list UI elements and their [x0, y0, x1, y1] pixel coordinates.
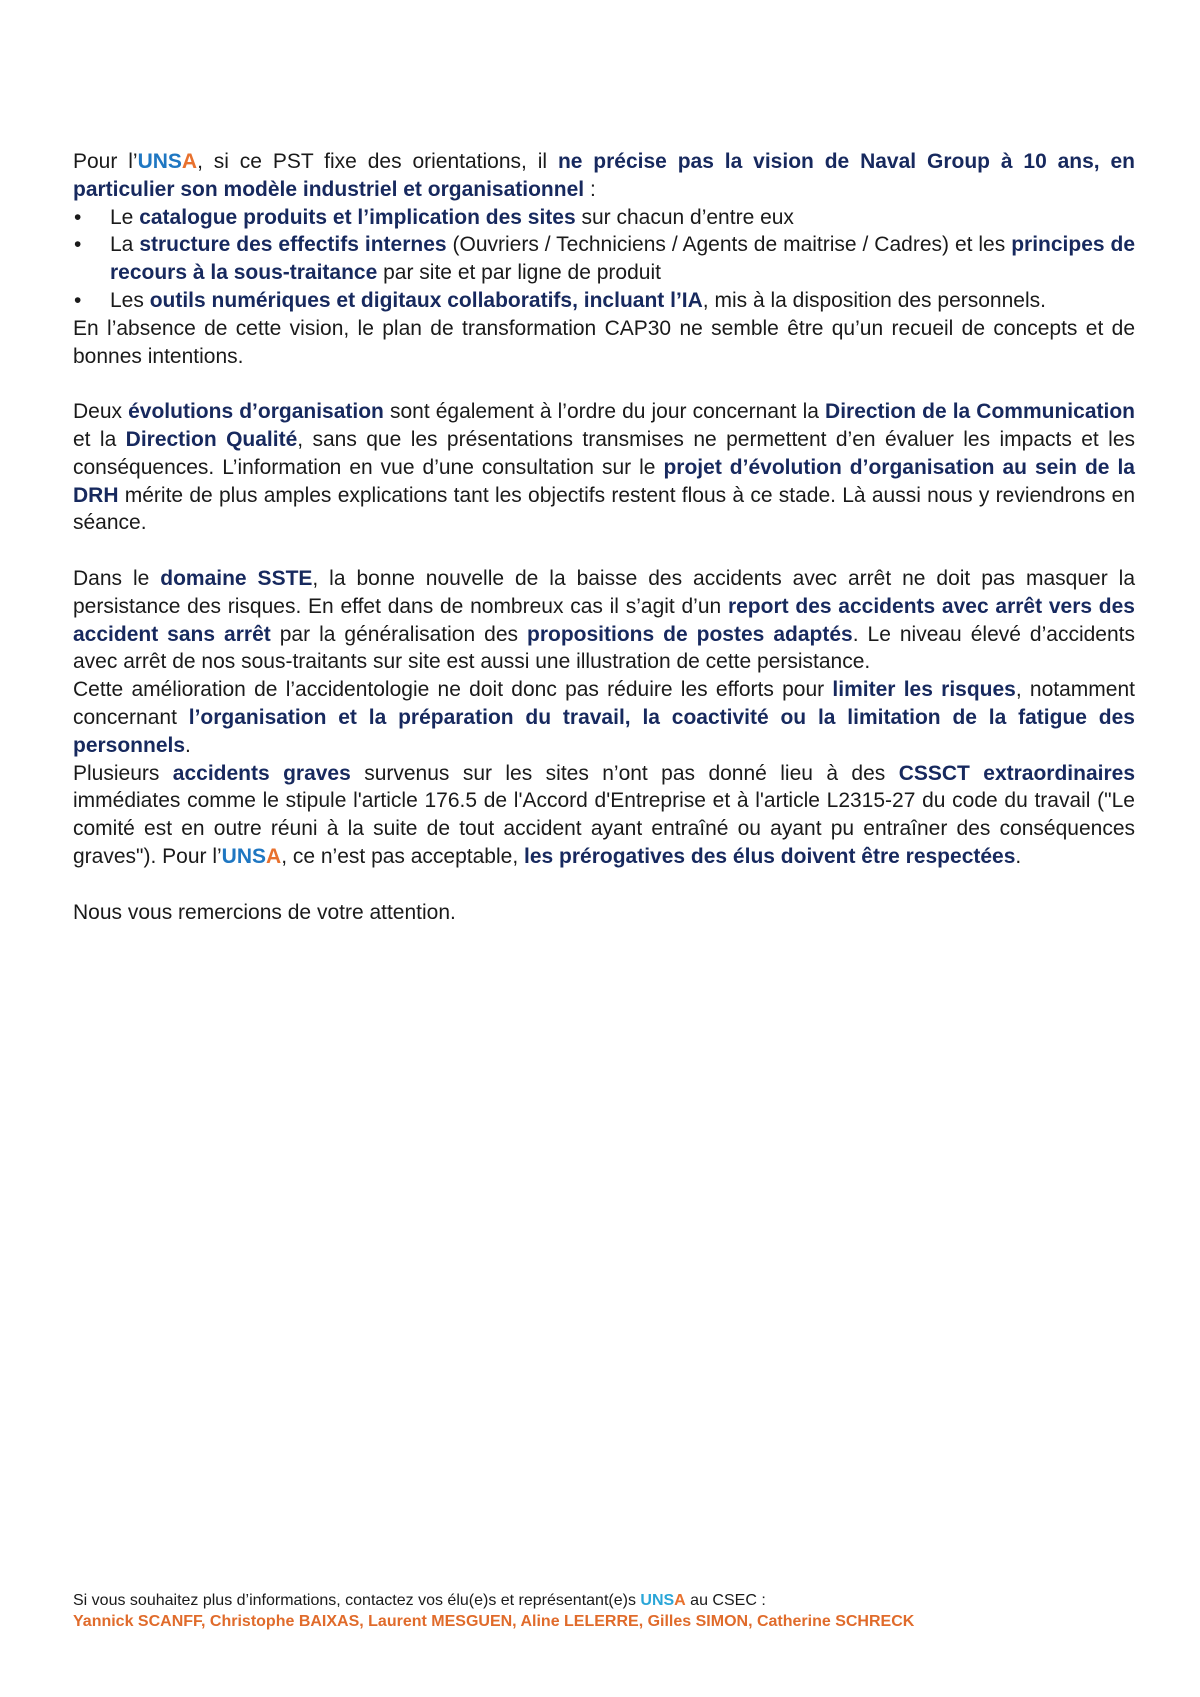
document-body	[73, 148, 1135, 926]
bullet-icon: •	[74, 233, 82, 257]
emphasis: principes de recours à la sous-traitance	[110, 233, 1135, 285]
graves-paragraph	[73, 760, 1135, 871]
emphasis: domaine SSTE	[160, 566, 313, 590]
unsa-logo-text: UNS	[221, 844, 267, 868]
emphasis: report des accidents avec arrêt vers des accident sans arrêt	[73, 594, 1135, 646]
emphasis: structure des effectifs internes	[139, 233, 447, 257]
text: Cette amélioration de l’accidentologie ne doit donc pas réduire les efforts pour	[73, 678, 833, 702]
emphasis: Direction de la Communication	[825, 400, 1135, 424]
emphasis: CSSCT extraordinaires	[898, 761, 1136, 785]
emphasis: catalogue produits et l’implication des sites	[139, 205, 576, 229]
text: (Ouvriers / Techniciens / Agents de maitrise / Cadres) et les	[446, 233, 1012, 257]
unsa-logo-text-a: A	[674, 1592, 686, 1609]
closing-line: Nous vous remercions de votre attention.	[73, 900, 456, 924]
text: survenus sur les sites n’ont pas donné lieu à des	[350, 761, 899, 785]
text: . Le niveau élevé d’accidents avec arrêt de nos sous-traitants sur site est aussi une illustration de cette persistance.	[73, 622, 1135, 674]
text: :	[584, 177, 596, 201]
organisation-paragraph	[73, 398, 1135, 537]
text: , notamment concernant	[73, 678, 1135, 729]
footer-contact-line	[73, 1590, 1135, 1611]
unsa-logo-text-a: A	[266, 844, 282, 868]
emphasis: l’organisation et la préparation du travail, la coactivité ou la limitation de la fatigue des personnels	[73, 705, 1135, 757]
text: sur chacun d’entre eux	[575, 205, 794, 229]
text: Si vous souhaitez plus d’informations, contactez vos élu(e)s et représentant(e)s	[73, 1592, 641, 1609]
emphasis: Direction Qualité	[125, 427, 298, 451]
text: Deux	[73, 400, 129, 424]
text: , sans que les présentations transmises ne permettent d’en évaluer les impacts et les conséquences. L’information en vue d’une consultation sur le	[73, 427, 1135, 479]
text: mérite de plus amples explications tant les objectifs restent flous à ce stade. Là aussi nous y reviendrons en séance.	[73, 483, 1135, 535]
text: sont également à l’ordre du jour concernant la	[383, 400, 826, 424]
text: par la généralisation des	[270, 622, 527, 646]
emphasis: limiter les risques	[832, 678, 1016, 702]
text: Plusieurs	[73, 761, 173, 785]
text: par site et par ligne de produit	[377, 261, 661, 285]
amelioration-paragraph	[73, 676, 1135, 759]
bullet-icon: •	[74, 288, 82, 312]
list-item	[73, 231, 1135, 287]
list-item	[73, 204, 1135, 232]
text: La	[110, 233, 140, 257]
unsa-logo-text: UNS	[137, 150, 182, 173]
bullet-list	[73, 204, 1135, 315]
text: .	[185, 733, 191, 757]
intro-paragraph	[73, 148, 1135, 204]
unsa-logo-text-a: A	[181, 150, 198, 173]
text: Pour l’	[73, 150, 138, 173]
sste-paragraph	[73, 565, 1135, 676]
text: , ce n’est pas acceptable,	[281, 844, 524, 868]
emphasis: projet d’évolution d’organisation au sein de la DRH	[73, 455, 1135, 507]
emphasis: évolutions d’organisation	[128, 400, 384, 424]
footer	[73, 1590, 1135, 1632]
emphasis: accidents graves	[172, 761, 351, 785]
emphasis: ne précise pas la vision de Naval Group à 10 ans, en particulier son modèle industriel et organisationnel	[73, 150, 1136, 201]
representatives-names: Yannick SCANFF, Christophe BAIXAS, Laurent MESGUEN, Aline LELERRE, Gilles SIMON, Catherine SCHRECK	[73, 1613, 915, 1630]
text: Les	[110, 288, 150, 312]
text: , si ce PST fixe des orientations, il	[197, 150, 558, 173]
cap30-paragraph: En l’absence de cette vision, le plan de transformation CAP30 ne semble être qu’un recueil de concepts et de bonnes intentions.	[73, 316, 1135, 368]
text: au CSEC :	[685, 1592, 766, 1609]
text: et la	[73, 427, 126, 451]
emphasis: les prérogatives des élus doivent être respectées	[524, 844, 1016, 868]
text: .	[1015, 844, 1022, 868]
text: Dans le	[73, 566, 161, 590]
bullet-icon: •	[74, 205, 82, 229]
list-item	[73, 287, 1135, 315]
emphasis: propositions de postes adaptés	[527, 622, 853, 646]
text: , la bonne nouvelle de la baisse des accidents avec arrêt ne doit pas masquer la persistance des risques. En effet dans de nombreux cas il s’agit d’un	[73, 566, 1135, 618]
emphasis: outils numériques et digitaux collaboratifs, incluant l’IA	[149, 288, 703, 312]
text: , mis à la disposition des personnels.	[702, 288, 1046, 312]
unsa-logo-text: UNS	[640, 1592, 675, 1609]
text: immédiates comme le stipule l'article 176.5 de l'Accord d'Entreprise et à l'article L2315-27 du code du travail ("Le comité est en outre réuni à la suite de tout accident ayant entraîné ou ayant pu entraîner des conséquences graves"). Pour l’	[73, 789, 1135, 868]
text: Le	[110, 205, 140, 229]
